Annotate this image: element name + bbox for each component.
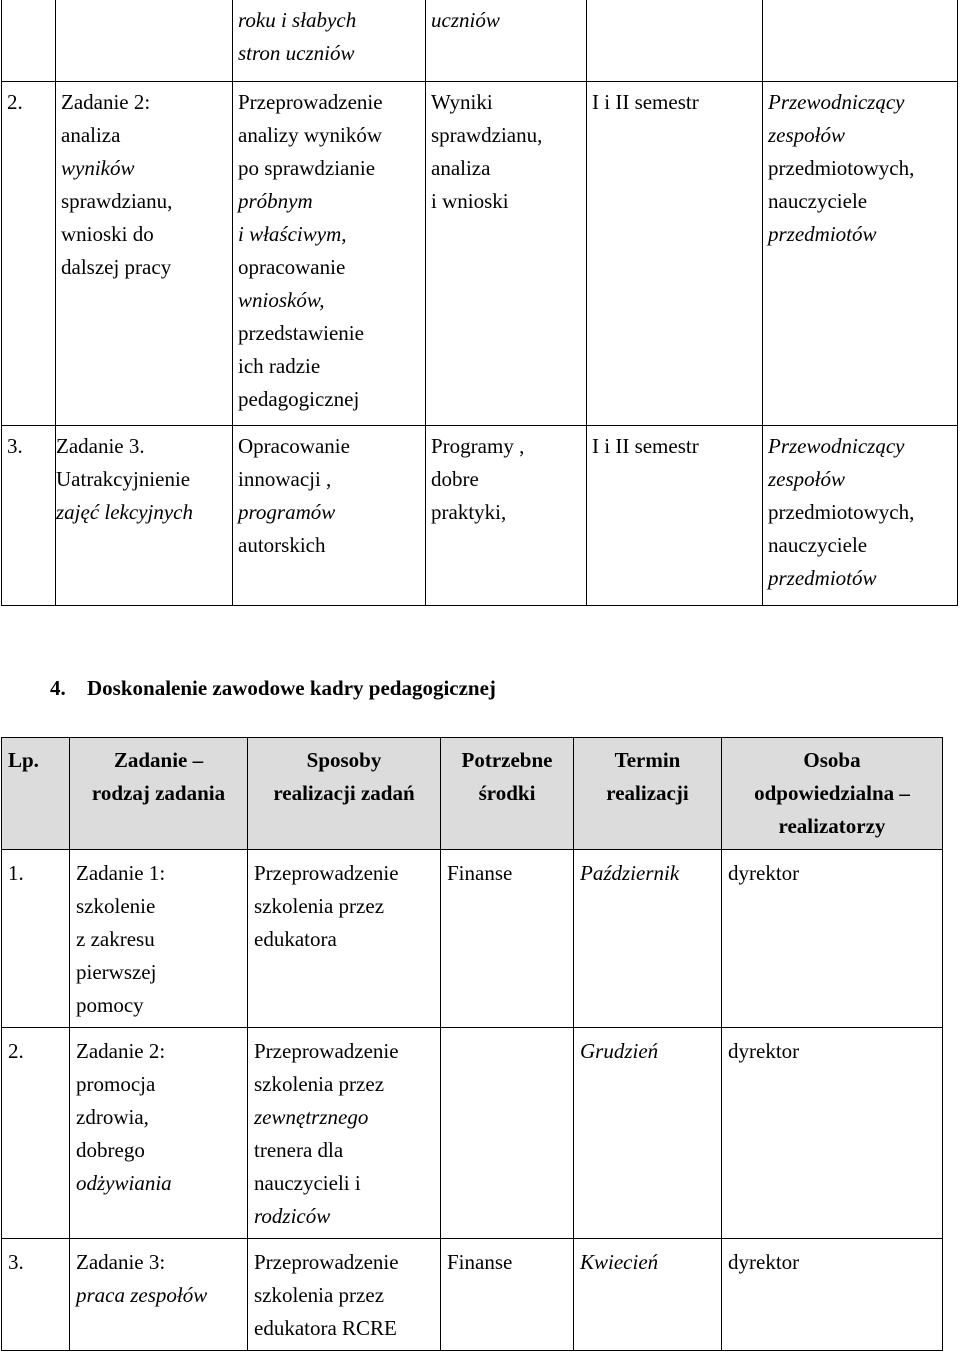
cell-num [2,1239,70,1351]
cell-ways [248,1028,441,1239]
cell-line: zajęć lekcyjnych [56,500,193,524]
cell-line: edukatora RCRE [254,1316,397,1340]
header-line: realizatorzy [778,814,886,838]
cell-line: Przeprowadzenie [254,1250,399,1274]
row-number: 3. [7,434,23,458]
header-task [70,738,248,850]
cell-line: Przeprowadzenie [254,861,399,885]
cell-line: ich radzie [238,354,321,378]
cell-line: promocja [76,1072,156,1096]
cell-line: Zadanie 2: [76,1039,166,1063]
cell-num [2,426,56,606]
cell-line: z zakresu [76,927,155,951]
cell-means [441,850,574,1028]
cell-line: odżywiania [76,1171,172,1195]
cell-line: roku i słabych [238,8,357,32]
cell-term [587,426,763,606]
cell-line: przedmiotów [768,222,877,246]
cell-line: Przeprowadzenie [254,1039,399,1063]
cell-line: Finanse [447,1250,513,1274]
header-person [722,738,943,850]
cell-task [56,82,233,426]
cell-line: dyrektor [728,1039,800,1063]
table-row [2,426,958,606]
header-means [441,738,574,850]
training-table-header [2,738,943,850]
cell-line: przedmiotowych, [768,500,915,524]
cell-person [763,82,958,426]
cell-line: stron uczniów [238,41,355,65]
cell-line: Uatrakcyjnienie [56,467,191,491]
row-number: 3. [8,1250,24,1274]
cell-ways [248,1239,441,1351]
cell-line: Przeprowadzenie [238,90,383,114]
header-line: Osoba [803,748,861,772]
table-row [2,1239,943,1351]
cell-ways [233,82,426,426]
cell-line: zespołów [768,123,846,147]
cell-line: dalszej pracy [61,255,172,279]
cell-task [56,426,233,606]
cell-line: nauczycieli i [254,1171,361,1195]
header-line: realizacji zadań [273,781,415,805]
row-number: 1. [8,861,24,885]
cell-line: analiza [61,123,121,147]
section-heading [50,672,496,705]
training-table-body [2,850,943,1351]
cell-line: Zadanie 3. [56,434,145,458]
plan-table-body [2,0,958,606]
cell-term [574,1239,722,1351]
cell-line: próbnym [238,189,313,213]
cell-means [441,1239,574,1351]
cell-term [587,0,763,82]
cell-num [2,850,70,1028]
header-term [574,738,722,850]
cell-ways [248,850,441,1028]
cell-person [763,426,958,606]
cell-line: autorskich [238,533,326,557]
cell-line: zespołów [768,467,846,491]
cell-line: I i II semestr [592,434,699,458]
cell-line: zdrowia, [76,1105,149,1129]
cell-line: analizy wyników [238,123,383,147]
header-line: Zadanie – [113,748,204,772]
cell-num [2,82,56,426]
cell-line: uczniów [431,8,500,32]
section-number: 4. [50,676,66,700]
cell-means [441,1028,574,1239]
cell-line: pedagogicznej [238,387,360,411]
header-ways [248,738,441,850]
header-line: odpowiedzialna – [754,781,910,805]
cell-line: Kwiecień [580,1250,659,1274]
cell-line: wyników [61,156,135,180]
table-row [2,0,958,82]
cell-line: praca zespołów [76,1283,208,1307]
cell-line: dyrektor [728,861,800,885]
cell-means [426,426,587,606]
plan-table-continued [1,0,958,606]
cell-line: I i II semestr [592,90,699,114]
header-line: środki [478,781,536,805]
cell-line: opracowanie [238,255,346,279]
cell-line: trenera dla [254,1138,344,1162]
row-number: 2. [7,90,23,114]
cell-ways [233,426,426,606]
table-row [2,850,943,1028]
cell-line: Zadanie 3: [76,1250,166,1274]
cell-line: sprawdzianu, [431,123,543,147]
cell-line: Grudzień [580,1039,659,1063]
cell-line: Wyniki [431,90,493,114]
cell-line: wnioski do [61,222,154,246]
header-lp [2,738,70,850]
cell-line: Zadanie 1: [76,861,166,885]
cell-line: przedmiotów [768,566,877,590]
cell-num [2,1028,70,1239]
cell-line: szkolenia przez [254,894,385,918]
cell-line: Finanse [447,861,513,885]
cell-line: pierwszej [76,960,157,984]
header-line: Lp. [8,748,39,772]
cell-line: nauczyciele [768,533,868,557]
cell-line: szkolenia przez [254,1072,385,1096]
cell-person [763,0,958,82]
cell-ways [233,0,426,82]
header-line: rodzaj zadania [91,781,226,805]
cell-line: Programy , [431,434,525,458]
cell-person [722,850,943,1028]
header-line: Potrzebne [461,748,553,772]
cell-line: analiza [431,156,491,180]
section-title: Doskonalenie zawodowe kadry pedagogicznej [87,676,496,700]
cell-line: przedmiotowych, [768,156,915,180]
cell-line: i wnioski [431,189,509,213]
cell-means [426,0,587,82]
cell-line: szkolenia przez [254,1283,385,1307]
cell-task [70,850,248,1028]
table-row [2,82,958,426]
cell-line: rodziców [254,1204,331,1228]
cell-term [574,850,722,1028]
cell-line: Zadanie 2: [61,90,151,114]
header-row [2,738,943,850]
cell-line: Opracowanie [238,434,350,458]
cell-term [574,1028,722,1239]
cell-line: edukatora [254,927,337,951]
row-number: 2. [8,1039,24,1063]
cell-num [2,0,56,82]
header-line: Sposoby [306,748,382,772]
cell-line: wniosków, [238,288,325,312]
cell-line: po sprawdzianie [238,156,376,180]
header-line: realizacji [606,781,689,805]
cell-line: pomocy [76,993,144,1017]
cell-line: sprawdzianu, [61,189,173,213]
cell-line: przedstawienie [238,321,364,345]
table-row [2,1028,943,1239]
cell-line: zewnętrznego [254,1105,369,1129]
cell-line: programów [238,500,336,524]
cell-line: praktyki, [431,500,507,524]
header-line: Termin [614,748,681,772]
training-table [1,737,943,1351]
cell-line: dobre [431,467,479,491]
cell-line: innowacji , [238,467,332,491]
cell-line: nauczyciele [768,189,868,213]
cell-person [722,1028,943,1239]
cell-line: i właściwym, [238,222,347,246]
cell-line: Przewodniczący [768,434,905,458]
cell-term [587,82,763,426]
cell-line: Przewodniczący [768,90,905,114]
cell-line: dobrego [76,1138,145,1162]
cell-task [70,1028,248,1239]
cell-task [56,0,233,82]
cell-line: dyrektor [728,1250,800,1274]
cell-task [70,1239,248,1351]
cell-means [426,82,587,426]
cell-line: Październik [580,861,680,885]
cell-line: szkolenie [76,894,156,918]
cell-person [722,1239,943,1351]
